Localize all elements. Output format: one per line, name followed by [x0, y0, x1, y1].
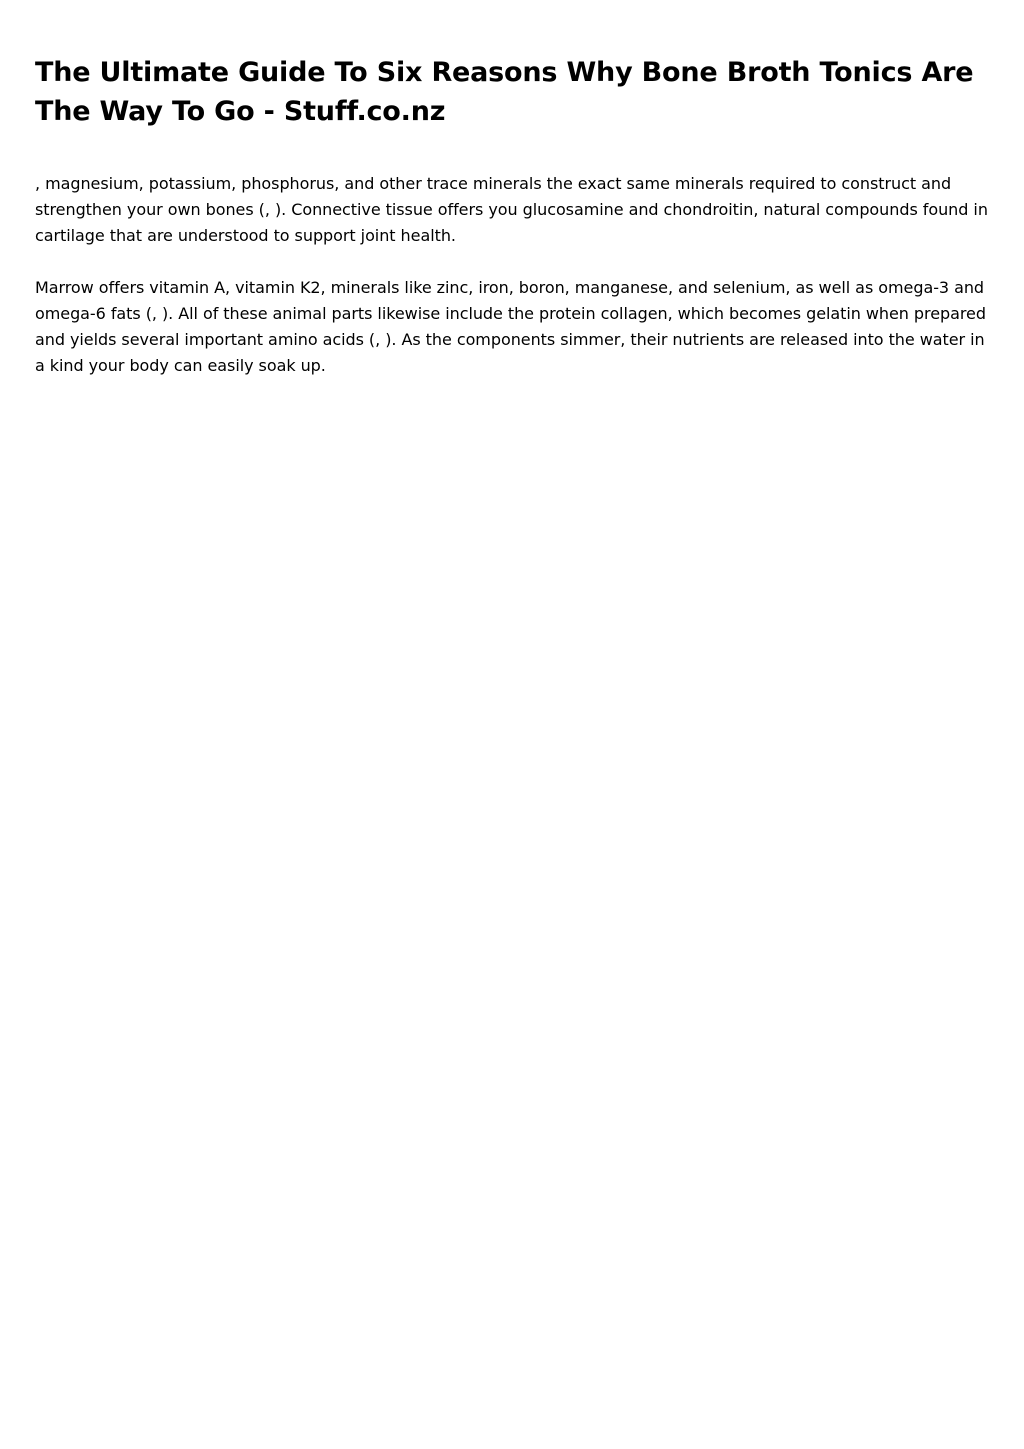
body-paragraph-2: Marrow offers vitamin A, vitamin K2, minerals like zinc, iron, boron, manganese, and selenium, as well as omega-3 and omega-6 fats (, ). All of these animal parts likewise include the protein collagen, which becomes gelatin when prepared and yields several important amino acids (, ). As the components simmer, their nutrients are released into the water in a kind your body can easily soak up. — [35, 278, 986, 375]
page-title: The Ultimate Guide To Six Reasons Why Bone Broth Tonics Are The Way To Go - Stuff.co.nz — [35, 57, 974, 127]
document-page — [35, 53, 990, 379]
body-paragraph-1: , magnesium, potassium, phosphorus, and other trace minerals the exact same minerals required to construct and strengthen your own bones (, ). Connective tissue offers you glucosamine and chondroitin, natural compounds found in cartilage that are understood to support joint health. — [35, 174, 988, 245]
